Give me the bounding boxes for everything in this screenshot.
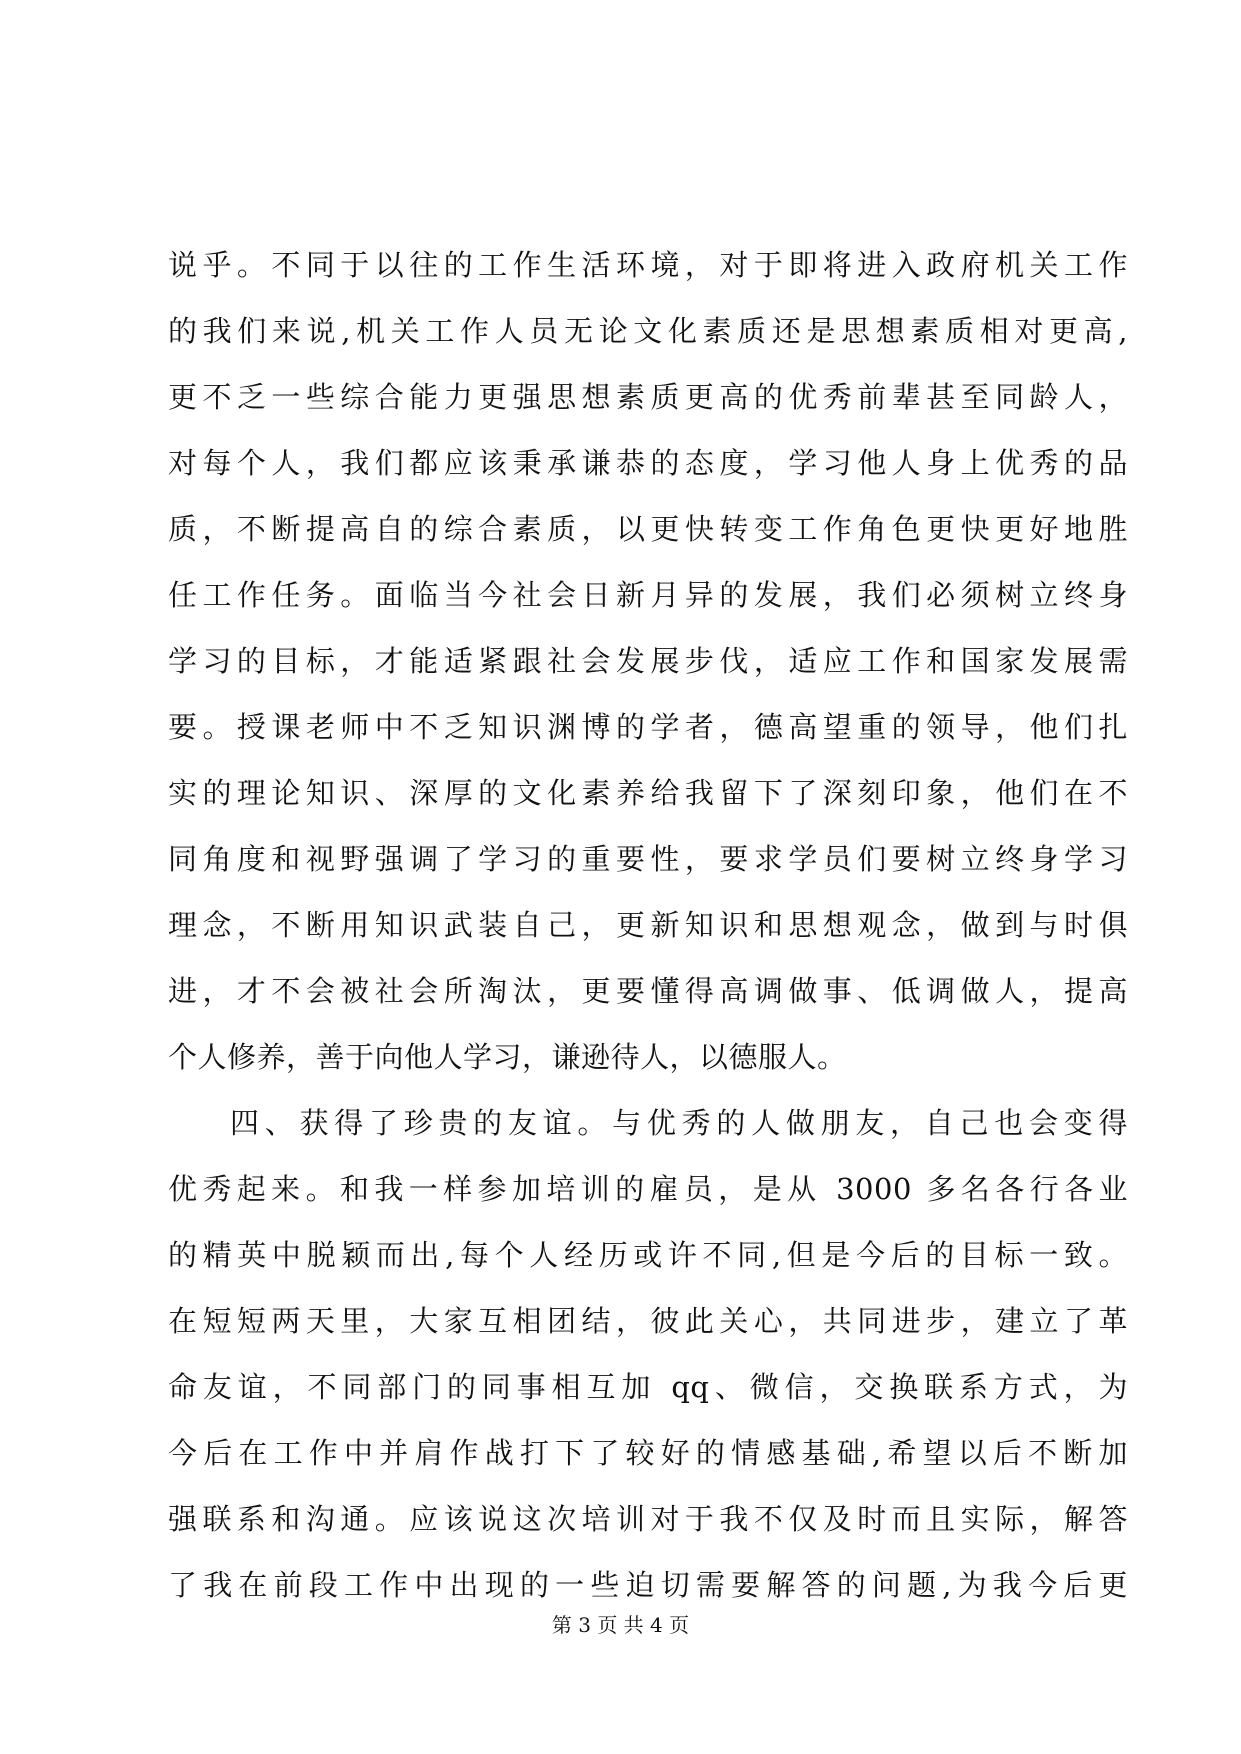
body-text [168, 232, 1128, 1618]
page-footer: 第 3 页 共 4 页 [551, 1613, 690, 1637]
text-line: 同角度和视野强调了学习的重要性，要求学员们要树立终身学习 [168, 842, 1128, 876]
text-line: 任工作任务。面临当今社会日新月异的发展，我们必须树立终身 [168, 578, 1128, 612]
text-line: 要。授课老师中不乏知识渊博的学者，德高望重的领导，他们扎 [168, 710, 1128, 744]
text-line: 说乎。不同于以往的工作生活环境，对于即将进入政府机关工作 [168, 248, 1128, 282]
text-line: 更不乏一些综合能力更强思想素质更高的优秀前辈甚至同龄人， [168, 380, 1128, 414]
text-line: 今后在工作中并肩作战打下了较好的情感基础,希望以后不断加 [168, 1436, 1128, 1470]
text-line: 进，才不会被社会所淘汰，更要懂得高调做事、低调做人，提高 [168, 974, 1128, 1008]
text-line: 了我在前段工作中出现的一些迫切需要解答的问题,为我今后更 [168, 1568, 1128, 1602]
text-line: 学习的目标，才能适紧跟社会发展步伐，适应工作和国家发展需 [168, 644, 1128, 678]
text-line: 个人修养，善于向他人学习，谦逊待人，以德服人。 [168, 1040, 847, 1074]
text-line: 质，不断提高自的综合素质，以更快转变工作角色更快更好地胜 [168, 512, 1128, 546]
text-line: 强联系和沟通。应该说这次培训对于我不仅及时而且实际，解答 [168, 1502, 1128, 1536]
text-line: 的精英中脱颖而出,每个人经历或许不同,但是今后的目标一致。 [168, 1238, 1128, 1272]
text-line: 理念，不断用知识武装自己，更新知识和思想观念，做到与时俱 [168, 908, 1128, 942]
text-line: 优秀起来。和我一样参加培训的雇员，是从 3000 多名各行各业 [168, 1172, 1128, 1206]
text-line: 实的理论知识、深厚的文化素养给我留下了深刻印象，他们在不 [168, 776, 1128, 810]
text-line: 的我们来说,机关工作人员无论文化素质还是思想素质相对更高, [168, 314, 1128, 348]
text-line: 对每个人，我们都应该秉承谦恭的态度，学习他人身上优秀的品 [168, 446, 1128, 480]
text-line: 四、获得了珍贵的友谊。与优秀的人做朋友，自己也会变得 [230, 1106, 1128, 1140]
text-line: 在短短两天里，大家互相团结，彼此关心，共同进步，建立了革 [168, 1304, 1128, 1338]
text-line: 命友谊，不同部门的同事相互加 qq、微信，交换联系方式，为 [168, 1370, 1128, 1404]
